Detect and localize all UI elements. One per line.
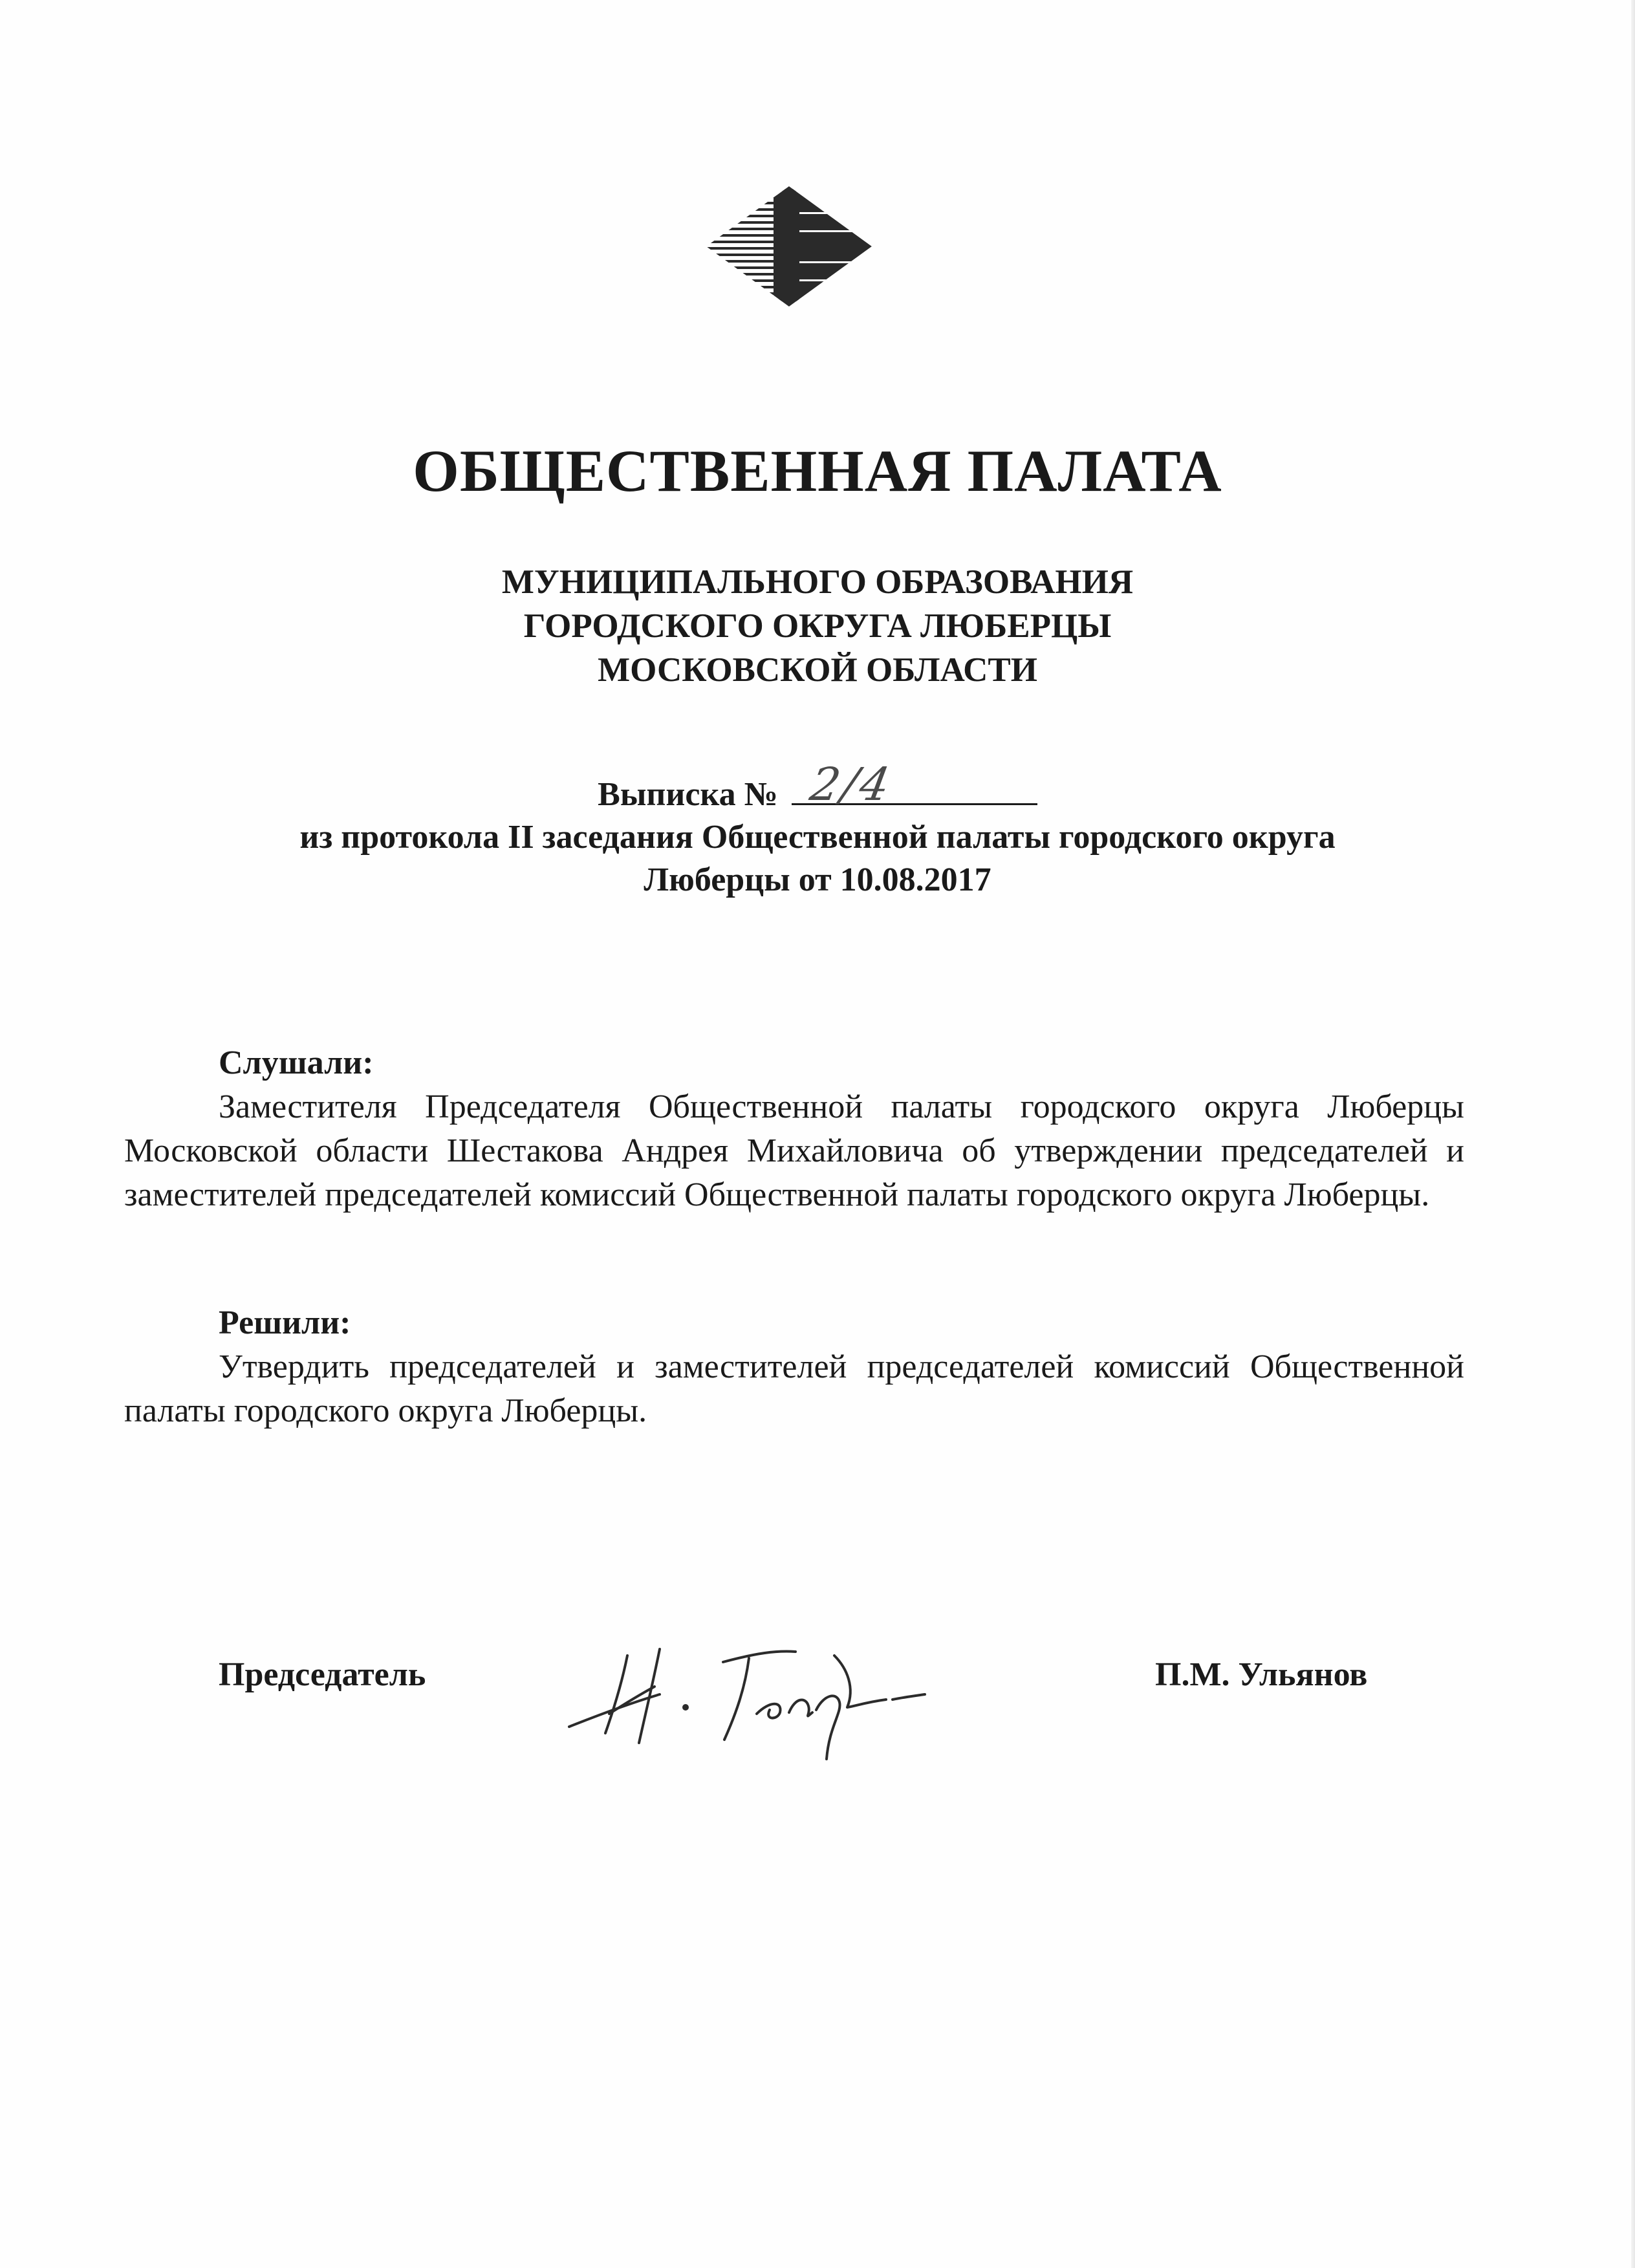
decided-text: Утвердить председателей и заместителей председателей комиссий Общественной палаты городского округа Люберцы. [124,1348,1464,1429]
decided-heading: Решили: [219,1304,351,1341]
subtitle-line: ГОРОДСКОГО ОКРУГА ЛЮБЕРЦЫ [523,607,1112,645]
heard-heading: Слушали: [219,1044,374,1081]
decided-section [124,1301,1464,1433]
heard-section [124,1041,1464,1217]
extract-number-field [792,758,1037,811]
extract-label: Выписка № [598,776,778,813]
organization-subtitle [0,560,1635,692]
signatory-name: П.М. Ульянов [1155,1656,1368,1693]
subtitle-line: МУНИЦИПАЛЬНОГО ОБРАЗОВАНИЯ [501,563,1134,601]
extract-number-handwritten: 2/4 [806,758,896,811]
extract-number-line [598,758,1037,816]
scan-edge [1631,0,1635,2268]
extract-protocol-line: из протокола II заседания Общественной палаты городского округа [299,819,1336,856]
extract-date-line: Люберцы от 10.08.2017 [644,861,991,898]
signature-row [0,1630,1635,1772]
public-chamber-emblem-icon [702,185,876,308]
subtitle-line: МОСКОВСКОЙ ОБЛАСТИ [598,651,1037,689]
handwritten-signature [563,1630,977,1772]
extract-header [0,758,1635,902]
organization-title: ОБЩЕСТВЕННАЯ ПАЛАТА [413,438,1222,504]
signatory-title: Председатель [219,1656,426,1693]
heard-text: Заместителя Председателя Общественной палаты городского округа Люберцы Московской области Шестакова Андрея Михайловича об утверждении председателей и заместителей председателей комиссий Общественной палаты городского округа Люберцы. [124,1088,1464,1213]
